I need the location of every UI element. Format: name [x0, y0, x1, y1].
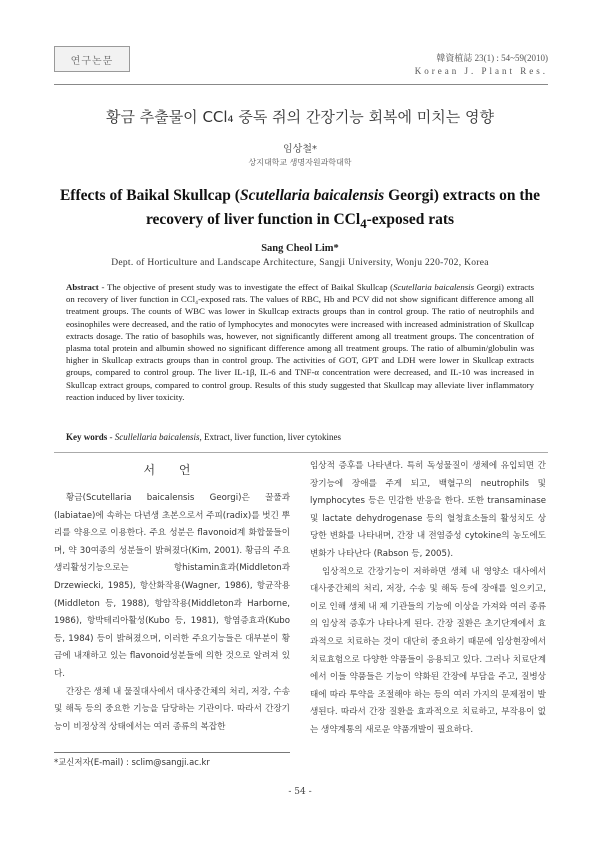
- corresponding-author-footnote: *교신저자(E-mail) : sclim@sangji.ac.kr: [54, 757, 210, 767]
- footnote-rule: [54, 752, 290, 753]
- introduction-heading: 서 언: [143, 463, 201, 477]
- keywords: [66, 432, 534, 442]
- abstract-text-2: Georgi) extracts on recovery of liver function in CCl₄-exposed rats. The values of RBC, Hb and PCV did not show significant difference among all treatment groups. The counts of WBC was lower in Skullcap extracts groups than in control group. The ratio of neutrophils and eosinophiles were decreased, and the ratio of lymphocytes and monocytes were increased with increased administration of Skullcap extracts dosage. The ratio of basophils was, however, not significantly different among all treatment groups. The concentration of plasma total protein and albumin showed no significant difference among all treatment groups. The ratio of albumin/globulin was higher in Skullcap extracts groups than in control group. The activities of GOT, GPT and LDH were lower in Skullcap extracts groups, compared to control group. The liver IL-1β, IL-6 and TNF-α concentration were decreased, and IL-10 was increased in Skullcap extract groups, compared to control group. Results of this study suggested that Skullcap may alleviate liver inflammatory reaction induced by liver toxicity.: [66, 282, 535, 402]
- left-paragraph-1: 황금(Scutellaria baicalensis Georgi)은 꿀풀과(labiatae)에 속하는 다년생 초본으로서 주피(radix)를 벗긴 뿌리를 약용으로 이용한다. 주요 성분은 flavonoid계 화합물들이며, 약 30여종의 성분들이 밝혀졌다(Kim, 2001). 황금의 주요 생리활성기능으로는 항histamin효과(Middleton과 Drzewiecki, 1985), 항산화작용(Wagner, 1986), 항균작용(Middleton 등, 1988), 항암작용(Middleton과 Harborne, 1986), 항박테리아활성(Kubo 등, 1981), 항염증효과(Kubo 등, 1984) 등이 밝혀졌으며, 이러한 주요기능들은 대부분이 황금에 내재하고 있는 flavonoid성분들에 의한 것으로 알려져 있다.: [54, 493, 290, 679]
- journal-citation: 韓資植誌 23(1) : 54~59(2010): [436, 53, 548, 63]
- right-paragraph-1: 임상적 증후를 나타낸다. 특히 독성물질이 생체에 유입되면 간장기능에 장애를 주게 되고, 백혈구의 neutrophils 및 lymphocytes 등은 민감한 반응을 한다. 또한 transaminase 및 lactate dehydrogenase 등의 혈청효소들의 활성치도 상당한 변화를 나타내며, 간장 내 전염증성 cytokine의 농도에도 변화가 나타난다 (Rabson 등, 2005).: [310, 461, 546, 559]
- korean-title: 황금 추출물이 CCl₄ 중독 쥐의 간장기능 회복에 미치는 영향: [105, 108, 495, 126]
- left-paragraph-2: 간장은 생체 내 물질대사에서 대사중간체의 처리, 저장, 수송 및 해독 등의 중요한 기능을 담당하는 기관이다. 따라서 간장기능이 비정상적 상태에서는 여러 종류의 복잡한: [54, 686, 290, 732]
- english-title-sub: 4: [360, 216, 367, 232]
- left-column: [54, 490, 290, 736]
- journal-name: Korean J. Plant Res.: [414, 66, 548, 76]
- right-column: [310, 458, 546, 740]
- keywords-dash: -: [107, 432, 115, 442]
- english-affiliation: Dept. of Horticulture and Landscape Architecture, Sangji University, Wonju 220-702, Korea: [111, 258, 489, 268]
- abstract-label: Abstract: [66, 282, 99, 292]
- abstract: [66, 281, 534, 403]
- english-title-part1: Effects of Baikal Skullcap (: [59, 187, 240, 204]
- korean-author: 임상철*: [283, 144, 317, 155]
- english-title-part2: Georgi) extracts on the recovery of liver function in CCl: [145, 187, 541, 228]
- english-title-part3: -exposed rats: [366, 211, 455, 228]
- header-rule: [54, 84, 548, 85]
- korean-affiliation: 상지대학교 생명자원과학대학: [248, 158, 352, 167]
- right-paragraph-2: 임상적으로 간장기능이 저하하면 생체 내 영양소 대사에서 대사중간체의 처리, 저장, 수송 및 해독 등에 장애를 일으키고, 이로 인해 생체 내 제 기관들의 기능에 이상을 가져와 여러 종류의 임상적 증후가 나타나게 된다. 간장 질환은 초기단계에서 효과적으로 치료하는 것이 대단히 중요하기 때문에 임상현장에서 치료효험으로 다양한 약품들이 응용되고 있다. 그러나 치료단계에서 이들 약품들은 기능이 약화된 간장에 부담을 주고, 질병상태에 따라 투약을 조절해야 하는 등의 여러 가지의 문제점이 발생된다. 따라서 간장 질환을 효과적으로 치료하고, 부작용이 없는 생약계통의 새로운 약품개발이 필요하다.: [310, 566, 546, 735]
- english-title: [40, 184, 560, 236]
- keywords-rest: , Extract, liver function, liver cytokines: [199, 432, 341, 442]
- keywords-species: Scullellaria baicalensis: [114, 432, 200, 442]
- abstract-text-1: - The objective of present study was to investigate the effect of Baikal Skullcap (: [98, 282, 394, 292]
- section-tag: 연구논문: [54, 46, 130, 72]
- keywords-rule: [54, 452, 548, 453]
- english-author: Sang Cheol Lim*: [261, 243, 339, 254]
- keywords-label: Key words: [66, 432, 108, 442]
- page-number: - 54 -: [288, 787, 312, 797]
- journal-info: [415, 52, 548, 78]
- english-title-species: Scutellaria baicalensis: [239, 187, 385, 204]
- abstract-species: Scutellaria baicalensis: [393, 282, 475, 292]
